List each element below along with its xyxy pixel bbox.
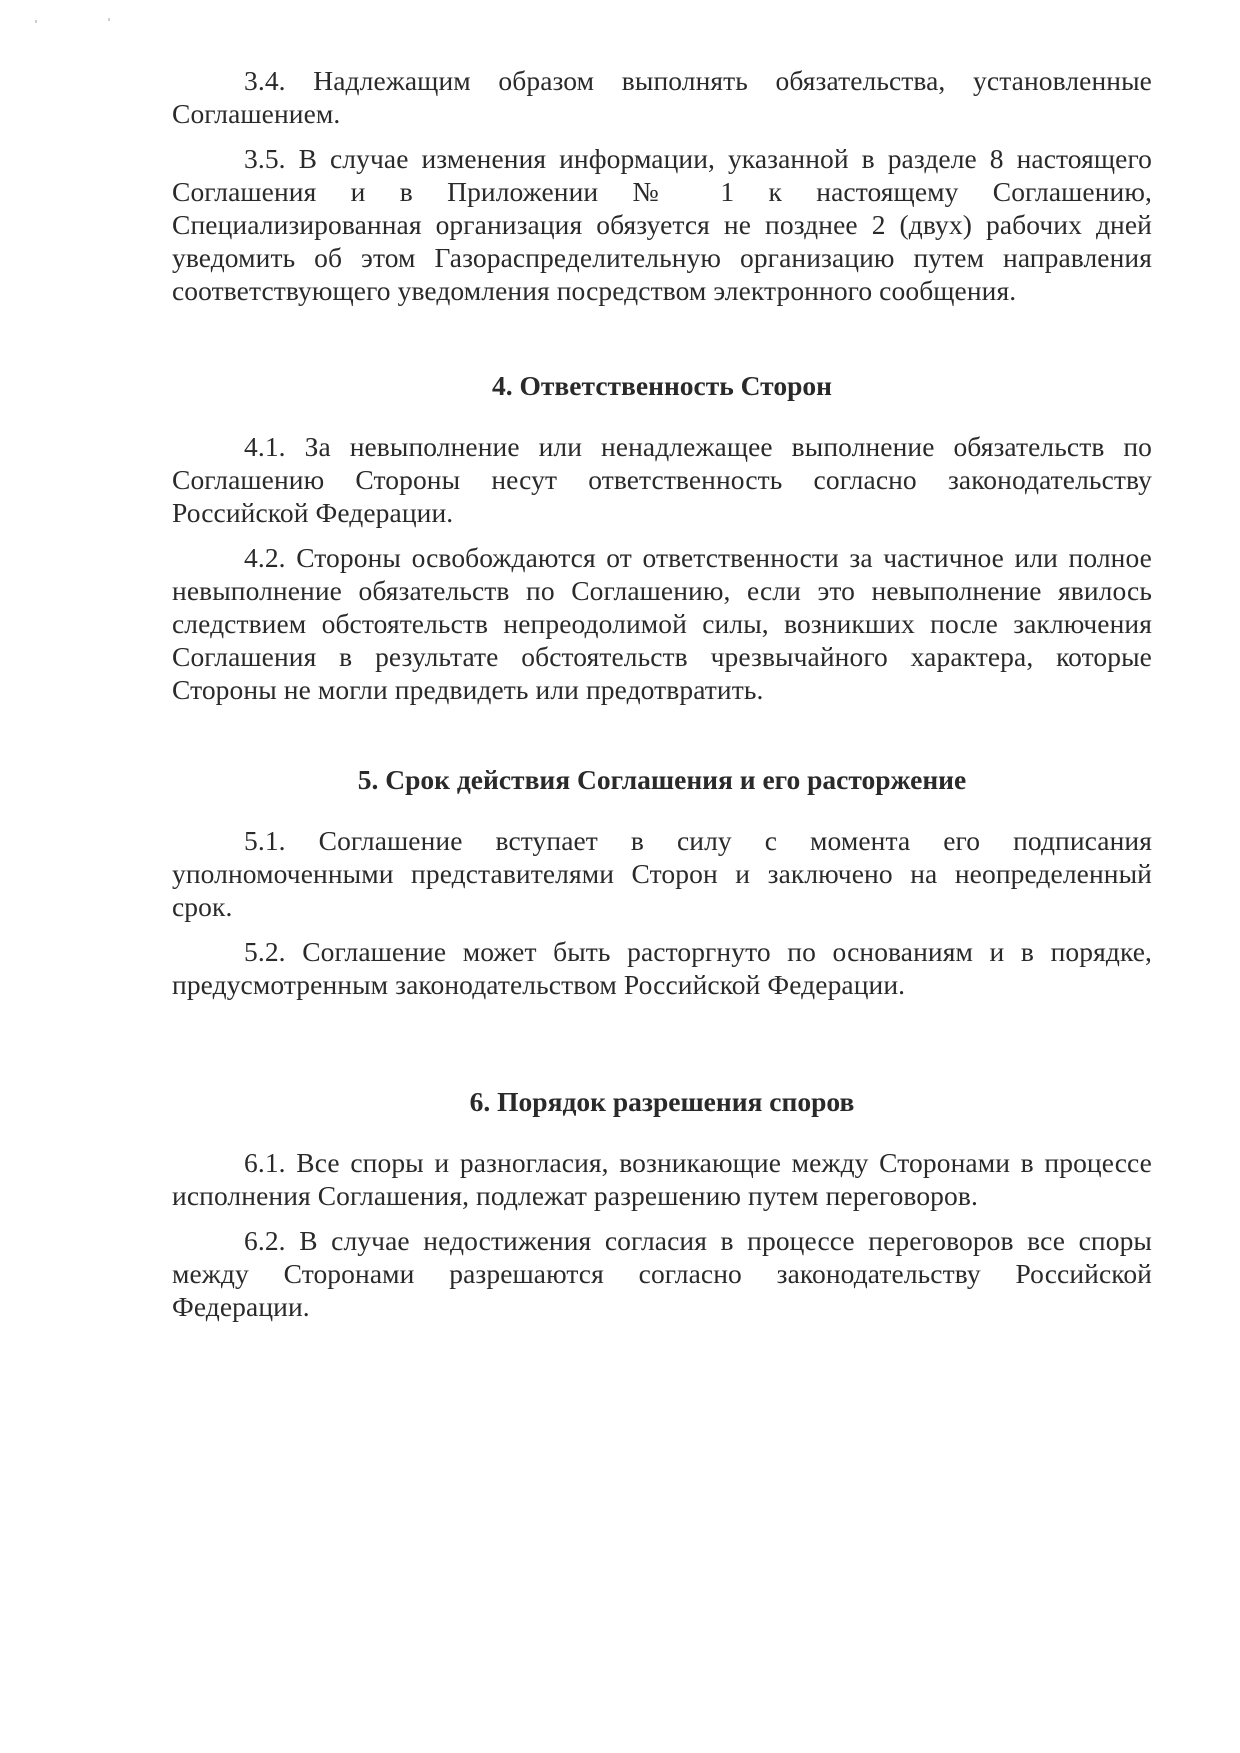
paragraph-6-1: 6.1. Все споры и разногласия, возникающие между Сторонами в процессе исполнения Соглашения, подлежат разрешению путем переговоров. xyxy=(172,1147,1152,1211)
scan-artifact xyxy=(108,18,110,21)
section-heading: 5. Срок действия Соглашения и его расторжение xyxy=(357,764,967,795)
section-6-disputes xyxy=(172,1085,1152,1323)
section-heading: 6. Порядок разрешения споров xyxy=(469,1086,855,1117)
section-5-term xyxy=(172,763,1152,1001)
paragraph-4-2: 4.2. Стороны освобождаются от ответственности за частичное или полное невыполнение обязательств по Соглашению, если это невыполнение явилось следствием обстоятельств непреодолимой силы, возникших после заключения Соглашения в результате обстоятельств чрезвычайного характера, которые Стороны не могли предвидеть или предотвратить. xyxy=(172,542,1152,705)
scan-artifact xyxy=(35,20,37,23)
paragraph-5-2: 5.2. Соглашение может быть расторгнуто по основаниям и в порядке, предусмотренным законодательством Российской Федерации. xyxy=(172,936,1152,1000)
paragraph-6-2: 6.2. В случае недостижения согласия в процессе переговоров все споры между Сторонами разрешаются согласно законодательству Российской Федерации. xyxy=(172,1225,1152,1322)
section-3-continuation xyxy=(172,64,1152,307)
paragraph-5-1: 5.1. Соглашение вступает в силу с момента его подписания уполномоченными представителями Сторон и заключено на неопределенный срок. xyxy=(172,825,1152,922)
section-4-liability xyxy=(172,369,1152,706)
paragraph-3-5: 3.5. В случае изменения информации, указанной в разделе 8 настоящего Соглашения и в Приложении № 1 к настоящему Соглашению, Специализированная организация обязуется не позднее 2 (двух) рабочих дней уведомить об этом Газораспределительную организацию путем направления соответствующего уведомления посредством электронного сообщения. xyxy=(172,143,1152,306)
document-body xyxy=(172,64,1152,1335)
paragraph-3-4: 3.4. Надлежащим образом выполнять обязательства, установленные Соглашением. xyxy=(172,65,1152,129)
paragraph-4-1: 4.1. За невыполнение или ненадлежащее выполнение обязательств по Соглашению Стороны несут ответственность согласно законодательству Российской Федерации. xyxy=(172,431,1152,528)
section-heading: 4. Ответственность Сторон xyxy=(492,370,832,401)
